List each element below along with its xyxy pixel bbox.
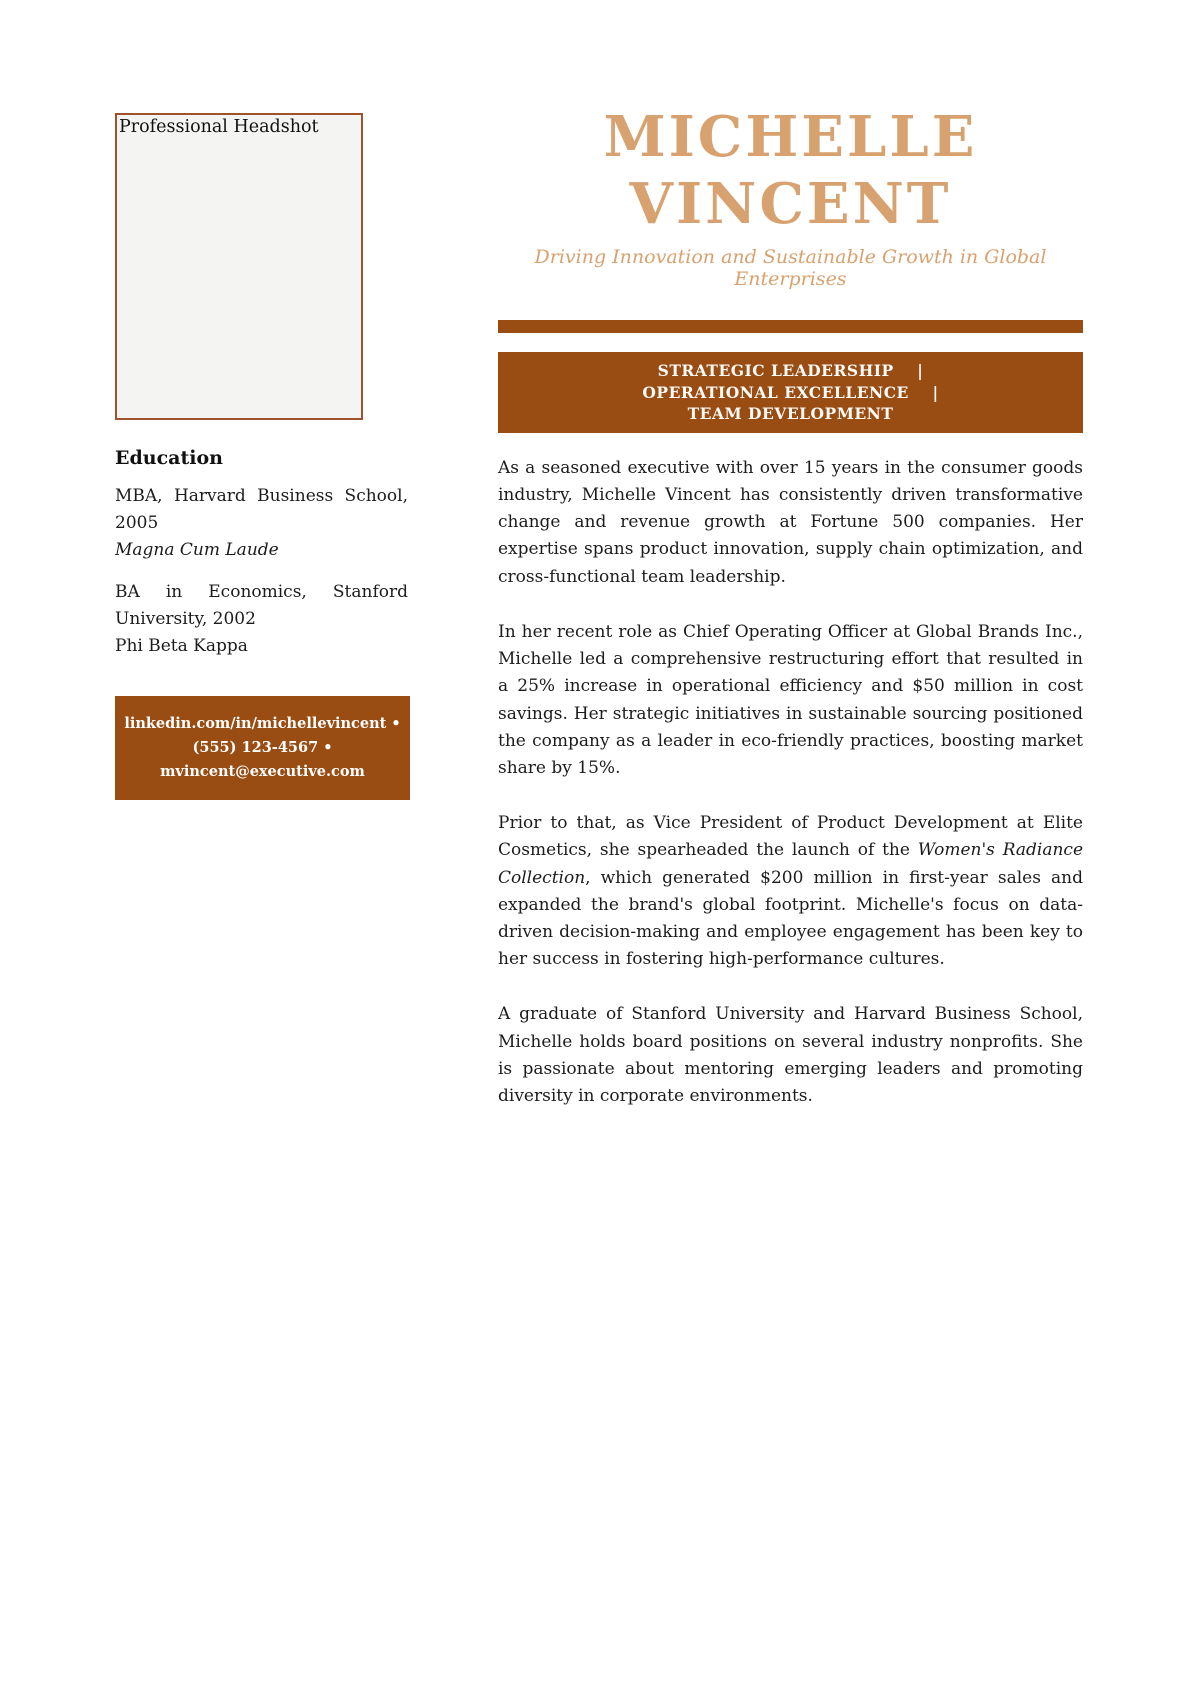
body-text: Prior to that, as Vice President of Product Development at Elite Cosmetics, she spearheaded the launch of the xyxy=(498,813,1083,861)
honors-text: Phi Beta Kappa xyxy=(115,635,248,656)
italic-text: Women's Radiance Collection xyxy=(498,840,1084,888)
summary-paragraph xyxy=(498,455,1083,591)
body-text: A graduate of Stanford University and Harvard Business School, Michelle holds board positions on several industry nonprofits. She is passionate about mentoring emerging leaders and promoting diversity in corporate environments. xyxy=(498,1004,1083,1106)
headshot-placeholder-label: Professional Headshot xyxy=(119,117,319,137)
headshot-placeholder xyxy=(115,113,363,420)
education-entry-ba xyxy=(115,579,408,661)
body-text: , which generated $200 million in first-year sales and expanded the brand's global footprint. Michelle's focus on data-driven decision-making and employee engagement has been key to her success in fostering high-performance cultures. xyxy=(498,867,1083,970)
degree-text: MBA, Harvard Business School, 2005 xyxy=(115,486,408,534)
name-title xyxy=(498,104,1083,238)
tagline: Driving Innovation and Sustainable Growth in Global Enterprises xyxy=(534,246,1047,291)
degree-text: BA in Economics, Stanford University, 2002 xyxy=(115,581,408,629)
education-heading: Education xyxy=(115,447,223,469)
skills-line-3: TEAM DEVELOPMENT xyxy=(687,404,894,424)
contact-box xyxy=(115,696,410,800)
summary-paragraph xyxy=(498,619,1083,782)
name-line-last: VINCENT xyxy=(629,171,952,238)
name-line-first: MICHELLE xyxy=(603,104,978,170)
right-column xyxy=(498,104,1083,1138)
education-section xyxy=(115,447,408,660)
skills-line-1: STRATEGIC LEADERSHIP | xyxy=(657,361,924,381)
skills-line-2: OPERATIONAL EXCELLENCE | xyxy=(642,382,939,402)
summary-paragraph xyxy=(498,810,1083,973)
summary-paragraph xyxy=(498,1001,1083,1110)
divider-bar xyxy=(498,320,1083,333)
skills-banner xyxy=(498,352,1083,433)
body-text: As a seasoned executive with over 15 years in the consumer goods industry, Michelle Vincent has consistently driven transformative change and revenue growth at Fortune 500 companies. Her expertise spans product innovation, supply chain optimization, and cross-functional team leadership. xyxy=(498,457,1083,587)
left-column xyxy=(115,104,408,1138)
contact-info: linkedin.com/in/michellevincent • (555) 123-4567 • mvincent@executive.com xyxy=(124,715,401,780)
honors-text: Magna Cum Laude xyxy=(115,540,279,561)
education-entry-mba xyxy=(115,483,408,565)
summary-section xyxy=(498,455,1083,1110)
body-text: In her recent role as Chief Operating Officer at Global Brands Inc., Michelle led a comprehensive restructuring effort that resulted in a 25% increase in operational efficiency and $50 million in cost savings. Her strategic initiatives in sustainable sourcing positioned the company as a leader in eco-friendly practices, boosting market share by 15%. xyxy=(498,621,1083,778)
